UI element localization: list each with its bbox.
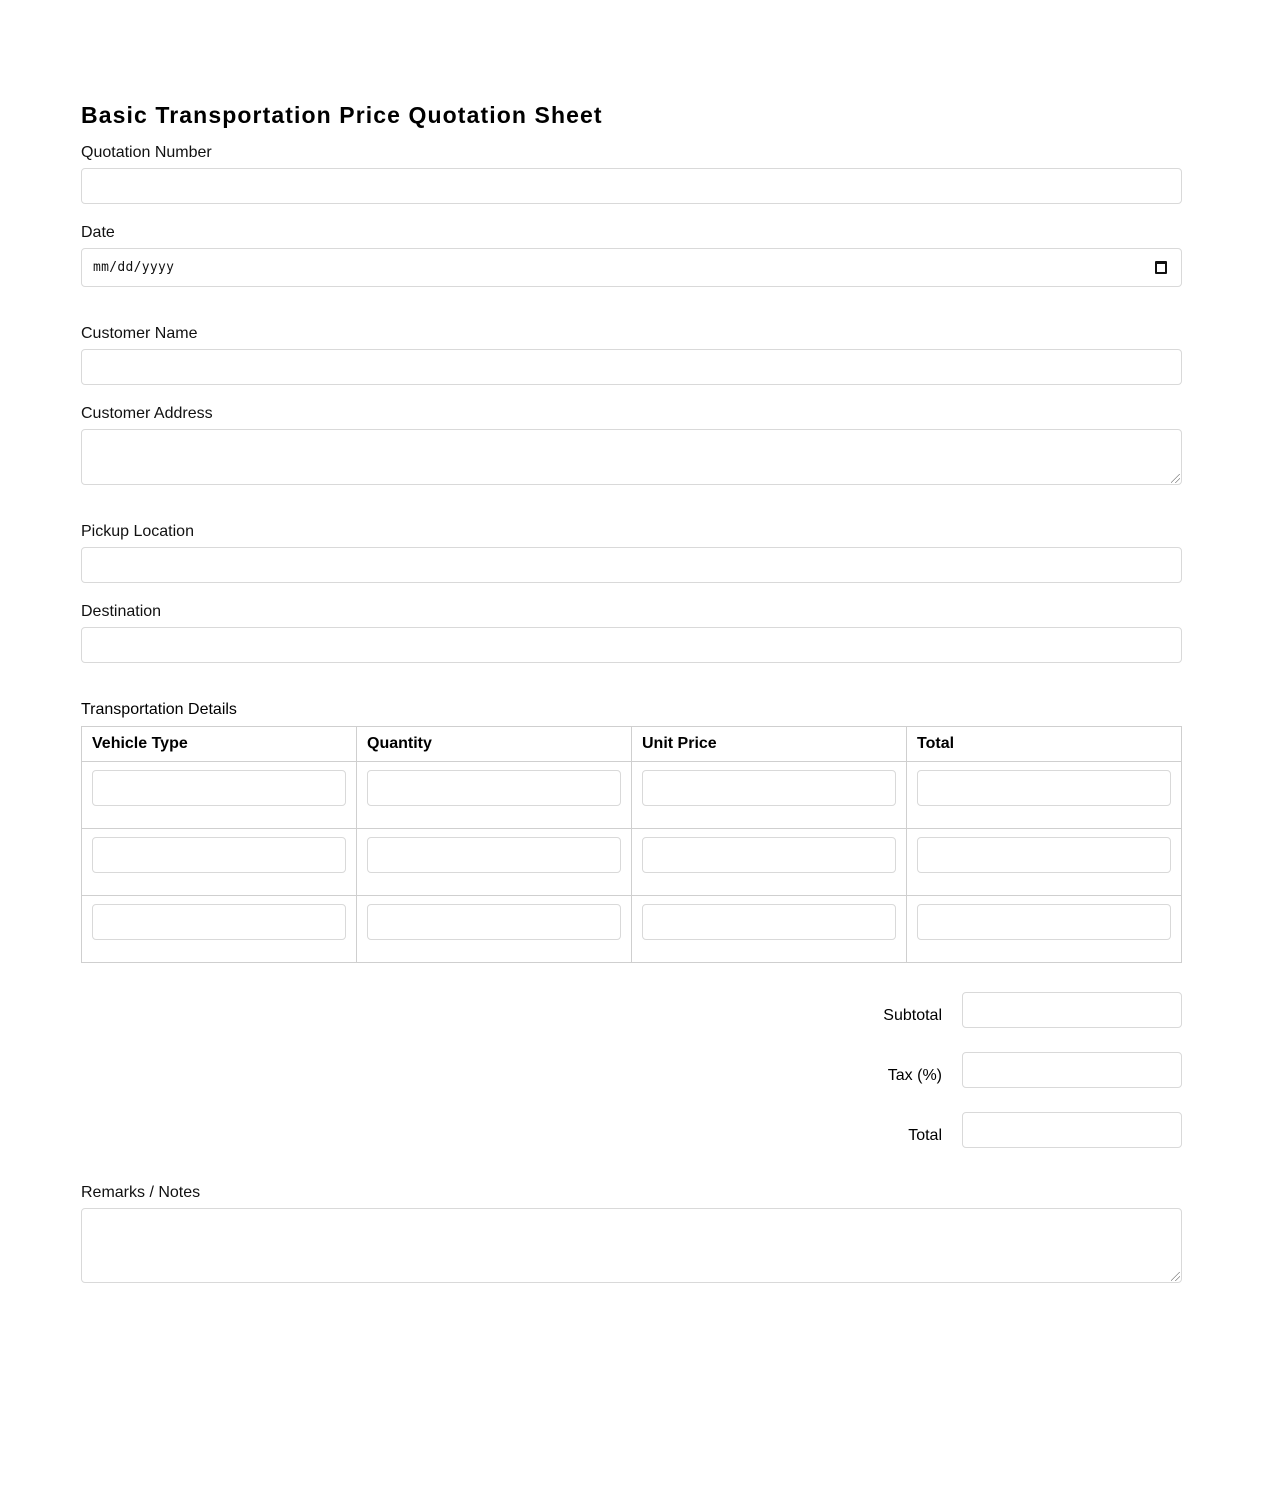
grand-total-input[interactable] xyxy=(962,1112,1182,1148)
tax-label: Tax (%) xyxy=(887,1067,942,1084)
remarks-textarea[interactable] xyxy=(81,1208,1182,1283)
customer-address-textarea[interactable] xyxy=(81,429,1182,485)
subtotal-row xyxy=(81,992,1182,1028)
unit-price-input[interactable] xyxy=(642,904,896,940)
pickup-location-label: Pickup Location xyxy=(81,523,194,540)
tax-input[interactable] xyxy=(962,1052,1182,1088)
column-header-total: Total xyxy=(907,727,1182,762)
remarks-label: Remarks / Notes xyxy=(81,1184,201,1201)
column-header-unit-price: Unit Price xyxy=(632,727,907,762)
pickup-location-input[interactable] xyxy=(81,547,1182,583)
tax-row xyxy=(81,1052,1182,1088)
resize-handle-icon[interactable] xyxy=(1171,474,1180,483)
total-row xyxy=(81,1112,1182,1148)
date-input[interactable] xyxy=(81,248,1182,287)
quantity-input[interactable] xyxy=(367,904,621,940)
table-header-row xyxy=(82,727,1182,762)
resize-handle-icon[interactable] xyxy=(1171,1272,1180,1281)
customer-address-label: Customer Address xyxy=(81,405,213,422)
transportation-details-label: Transportation Details xyxy=(81,701,237,718)
customer-name-label: Customer Name xyxy=(81,325,198,342)
table-row xyxy=(82,896,1182,963)
column-header-vehicle-type: Vehicle Type xyxy=(82,727,357,762)
customer-name-input[interactable] xyxy=(81,349,1182,385)
quantity-input[interactable] xyxy=(367,837,621,873)
quantity-input[interactable] xyxy=(367,770,621,806)
vehicle-type-input[interactable] xyxy=(92,837,346,873)
subtotal-label: Subtotal xyxy=(883,1007,942,1024)
row-total-input[interactable] xyxy=(917,837,1171,873)
destination-input[interactable] xyxy=(81,627,1182,663)
vehicle-type-input[interactable] xyxy=(92,770,346,806)
date-placeholder: mm/dd/yyyy xyxy=(93,260,175,275)
destination-label: Destination xyxy=(81,603,162,620)
summary-section xyxy=(81,992,1182,1148)
date-label: Date xyxy=(81,224,115,241)
page-title: Basic Transportation Price Quotation Sheet xyxy=(81,102,603,128)
table-row xyxy=(82,829,1182,896)
row-total-input[interactable] xyxy=(917,904,1171,940)
unit-price-input[interactable] xyxy=(642,770,896,806)
vehicle-type-input[interactable] xyxy=(92,904,346,940)
quotation-form xyxy=(81,100,1182,1283)
row-total-input[interactable] xyxy=(917,770,1171,806)
quotation-number-input[interactable] xyxy=(81,168,1182,204)
transportation-details-table xyxy=(81,726,1182,963)
subtotal-input[interactable] xyxy=(962,992,1182,1028)
unit-price-input[interactable] xyxy=(642,837,896,873)
total-label: Total xyxy=(908,1127,942,1144)
quotation-number-label: Quotation Number xyxy=(81,144,212,161)
table-row xyxy=(82,762,1182,829)
calendar-icon[interactable] xyxy=(1155,261,1167,274)
column-header-quantity: Quantity xyxy=(357,727,632,762)
